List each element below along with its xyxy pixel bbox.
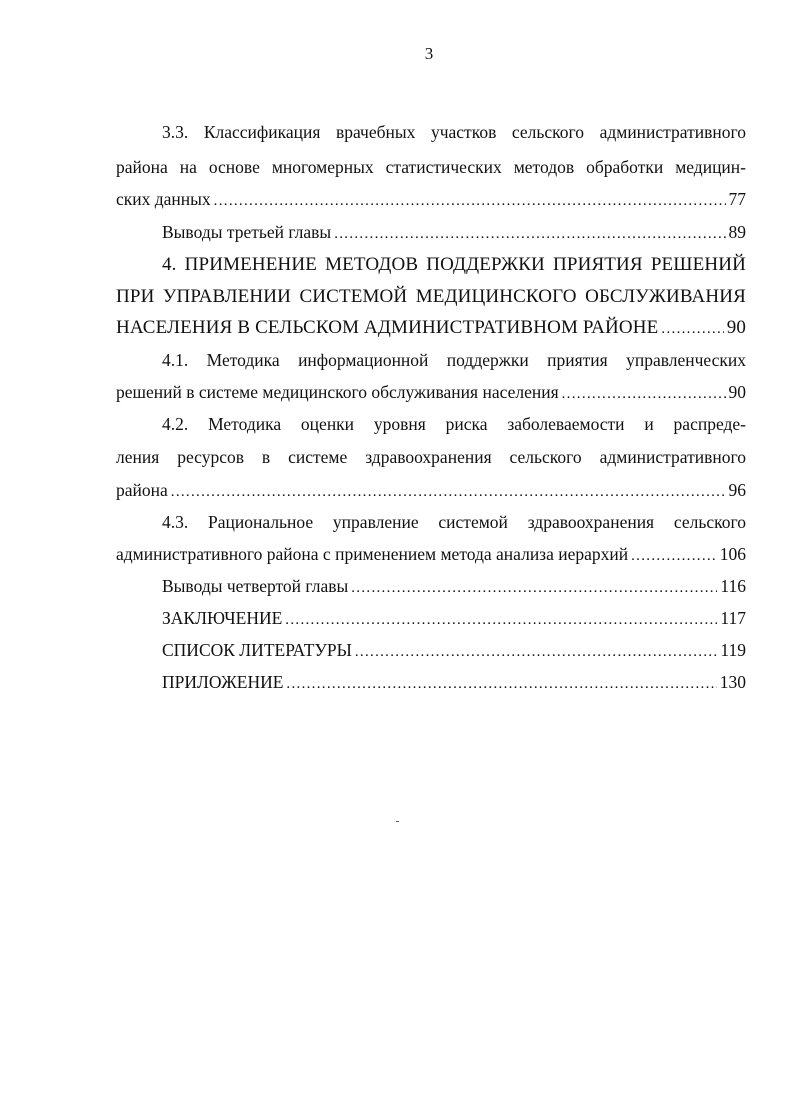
toc-entry-ch4-conclusions-title: Выводы четвертой главы	[162, 576, 349, 596]
toc-entry-ch4-text: НАСЕЛЕНИЯ В СЕЛЬСКОМ АДМИНИСТРАТИВНОМ РАЙОНЕ	[116, 317, 659, 338]
toc-entry-ch4-line-1: 4. ПРИМЕНЕНИЕ МЕТОДОВ ПОДДЕРЖКИ ПРИЯТИЯ РЕШЕНИЙ	[162, 254, 746, 275]
toc-entry-4-1-line-2[interactable]	[116, 381, 746, 403]
toc-entry-references-page: 119	[720, 640, 746, 660]
dot-leader	[285, 609, 717, 631]
toc-entry-4-2-line-3[interactable]	[116, 479, 746, 501]
toc-entry-4-2-page: 96	[728, 480, 746, 500]
toc-entry-3-3-page: 77	[728, 189, 746, 209]
toc-entry-3-3-line-3[interactable]	[116, 188, 746, 210]
dot-leader	[171, 481, 726, 503]
toc-entry-appendix-page: 130	[719, 672, 746, 692]
dot-leader	[631, 545, 717, 567]
toc-entry-references[interactable]	[116, 639, 746, 661]
dot-leader	[351, 577, 717, 599]
toc-entry-3-3-line-1: 3.3. Классификация врачебных участков сельского административного	[162, 122, 746, 142]
toc-entry-4-3-page: 106	[719, 544, 746, 564]
toc-entry-ch4-page: 90	[726, 317, 746, 338]
toc-entry-4-2-text: района	[116, 480, 168, 500]
toc-entry-conclusion-page: 117	[720, 608, 746, 628]
toc-entry-4-3-line-2[interactable]	[116, 543, 746, 565]
toc-entry-ch3-conclusions[interactable]	[116, 221, 746, 243]
toc-entry-appendix-title: ПРИЛОЖЕНИЕ	[162, 672, 284, 692]
toc-entry-ch3-conclusions-title: Выводы третьей главы	[162, 222, 332, 242]
toc-entry-4-2-line-2: ления ресурсов в системе здравоохранения сельского административного	[116, 447, 746, 467]
toc-entry-ch4-conclusions-page: 116	[720, 576, 746, 596]
toc-entry-4-3-text: административного района с применением метода анализа иерархий	[116, 544, 629, 564]
dot-leader	[562, 383, 726, 405]
toc-entry-3-3-text: ских данных	[116, 189, 211, 209]
dot-leader	[214, 190, 726, 212]
toc-entry-4-1-text: решений в системе медицинского обслуживания населения	[116, 382, 559, 402]
toc-entry-3-3-line-2: района на основе многомерных статистических методов обработки медицин-	[116, 157, 746, 177]
toc-entry-ch4-conclusions[interactable]	[116, 575, 746, 597]
dot-leader	[355, 641, 718, 663]
dot-leader	[334, 223, 725, 245]
toc-entry-ch4-line-3[interactable]	[116, 317, 746, 339]
dot-leader	[661, 318, 723, 340]
toc-entry-4-3-line-1: 4.3. Рациональное управление системой здравоохранения сельского	[162, 512, 746, 532]
toc-entry-ch4-line-2: ПРИ УПРАВЛЕНИИ СИСТЕМОЙ МЕДИЦИНСКОГО ОБСЛУЖИВАНИЯ	[116, 286, 746, 307]
page-number: 3	[424, 44, 434, 63]
toc-entry-4-2-line-1: 4.2. Методика оценки уровня риска заболеваемости и распреде-	[162, 414, 746, 434]
toc-entry-4-1-line-1: 4.1. Методика информационной поддержки приятия управленческих	[162, 350, 746, 370]
toc-entry-ch3-conclusions-page: 89	[728, 222, 746, 242]
toc-entry-appendix[interactable]	[116, 671, 746, 693]
scan-speck	[396, 821, 399, 822]
toc-entry-conclusion[interactable]	[116, 607, 746, 629]
dot-leader	[286, 673, 716, 695]
toc-entry-references-title: СПИСОК ЛИТЕРАТУРЫ	[162, 640, 352, 660]
toc-entry-4-1-page: 90	[728, 382, 746, 402]
toc-entry-conclusion-title: ЗАКЛЮЧЕНИЕ	[162, 608, 283, 628]
